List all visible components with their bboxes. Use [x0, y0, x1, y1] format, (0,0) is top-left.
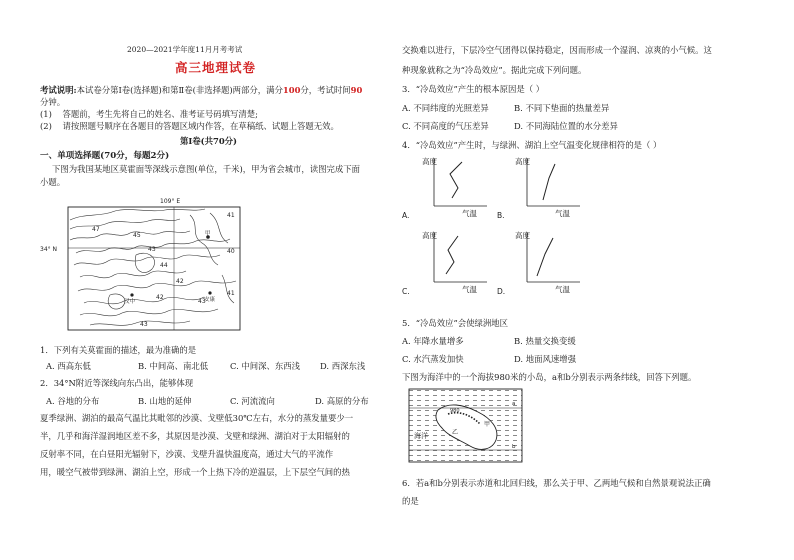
exam-year: 2020—2021学年度11月月考考试: [127, 45, 243, 54]
island-map: [408, 388, 523, 464]
q2-option-a: A. 谷地的分布: [46, 396, 100, 406]
q1-option-b: B. 中间高、南北低: [138, 361, 209, 371]
q4-stem: 4．“冷岛效应”产生时，与绿洲、湖泊上空气温变化规律相符的是（ ）: [402, 140, 662, 150]
latitude-a-label: a: [512, 401, 516, 407]
hanzhong-marker: [130, 293, 133, 296]
jia-label: 甲: [484, 421, 491, 428]
svg-text:B.: B.: [497, 211, 505, 220]
exam-time: 90: [350, 85, 363, 95]
svg-text:气温: 气温: [462, 209, 477, 218]
q5-option-b: B. 热量交换变缓: [514, 336, 576, 346]
svg-text:41: 41: [227, 290, 235, 297]
latitude-b-label: b: [512, 444, 516, 450]
svg-text:40: 40: [227, 248, 235, 255]
section1-intro-1: 下图为我国某地区莫霍面等深线示意图(单位，千米)，甲为省会城市，读图完成下面: [52, 164, 361, 174]
svg-text:高度: 高度: [515, 157, 530, 166]
svg-text:42: 42: [156, 294, 164, 301]
ankang-label: 安康: [204, 297, 216, 303]
passage-line-5: 交换难以进行，下层冷空气团得以保持稳定，因而形成一个湿润、凉爽的小气候。这: [402, 45, 712, 55]
notice-item-2: (2) 请按照题号顺序在各题目的答题区域内作答，在草稿纸、试题上答题无效。: [40, 121, 339, 131]
svg-text:高度: 高度: [422, 157, 437, 166]
passage-line-2: 半，几乎和海洋湿润地区差不多，其原因是沙漠、戈壁和绿洲、湖泊对于太阳辐射的: [40, 431, 350, 441]
q2-option-c: C. 河流流向: [230, 396, 275, 406]
full-score: 100: [282, 85, 301, 95]
notice-item-1: (1) 答题前，考生先将自己的姓名、准考证号码填写清楚;: [40, 109, 258, 119]
svg-text:气温: 气温: [555, 209, 570, 218]
notice-line-1: 考试说明:本试卷分第Ⅰ卷(选择题)和第Ⅱ卷(非选择题)两部分，满分100分，考试时间90: [40, 85, 363, 95]
q5-stem: 5．“冷岛效应”会使绿洲地区: [402, 318, 509, 328]
section1-heading: 一、单项选择题(70分，每题2分): [40, 151, 170, 161]
svg-text:气温: 气温: [555, 285, 570, 294]
lon-label: 109° E: [160, 198, 181, 205]
hanzhong-label: 汉中: [124, 299, 136, 305]
svg-text:43: 43: [140, 321, 148, 328]
svg-text:45: 45: [133, 232, 141, 239]
moho-contour-map: [40, 195, 250, 335]
notice-label: 考试说明:: [40, 85, 77, 95]
q1-option-a: A. 西高东低: [46, 361, 91, 371]
lat-label: 34° N: [40, 246, 58, 253]
q5-option-a: A. 年降水量增多: [402, 336, 464, 346]
svg-text:44: 44: [160, 262, 168, 269]
q3-option-d: D. 不同海陆位置的水分差异: [514, 121, 618, 131]
svg-text:41: 41: [227, 212, 235, 219]
exam-title: 高三地理试卷: [175, 60, 257, 75]
q4-graphs-right: [497, 150, 592, 300]
svg-text:A.: A.: [402, 211, 410, 220]
q2-option-d: D. 高原的分布: [315, 396, 369, 406]
q5-option-d: D. 地面风速增强: [514, 354, 576, 364]
notice-line-2: 分钟。: [40, 97, 66, 107]
q1-option-d: D. 西深东浅: [320, 361, 366, 371]
svg-text:高度: 高度: [515, 231, 530, 240]
section1-intro-2: 小题。: [40, 177, 66, 187]
q2-stem: 2．34°N附近等深线向东凸出，能够体现: [40, 378, 194, 388]
q1-stem: 1．下列有关莫霍面的描述，最为准确的是: [40, 345, 197, 355]
city-jia-label: 甲: [205, 231, 211, 237]
svg-text:高度: 高度: [422, 231, 437, 240]
q1-option-c: C. 中间深、东西浅: [230, 361, 301, 371]
part1-heading: 第Ⅰ卷(共70分): [180, 136, 237, 146]
svg-text:D.: D.: [497, 287, 506, 296]
q3-option-c: C. 不同高度的气压差异: [402, 121, 489, 131]
passage-line-3: 反射率不同，在白昼阳光辐射下，沙漠、戈壁升温快温度高，通过大气的平流作: [40, 449, 334, 459]
q4-graph-a: [402, 156, 487, 220]
map2-intro: 下图为海洋中的一个海拔980米的小岛，a和b分别表示两条纬线，回答下列题。: [402, 372, 697, 382]
svg-text:气温: 气温: [462, 285, 477, 294]
q3-option-b: B. 不同下垫面的热量差异: [514, 103, 610, 113]
passage-line-6: 种现象就称之为“冷岛效应”。据此完成下列问题。: [402, 65, 587, 75]
ankang-marker: [208, 291, 211, 294]
yi-label: 乙: [452, 429, 459, 436]
passage-line-4: 用，暖空气被带到绿洲、湖泊上空，形成一个上热下冷的逆温层，上下层空气间的热: [40, 467, 350, 477]
svg-text:47: 47: [92, 226, 100, 233]
svg-text:42: 42: [176, 278, 184, 285]
svg-text:43: 43: [148, 246, 156, 253]
q6-stem-1: 6．若a和b分别表示赤道和北回归线，那么关于甲、乙两地气候和自然景观说法正确: [402, 478, 711, 488]
q4-graph-d: [497, 230, 580, 296]
q4-graph-b: [497, 156, 580, 220]
q3-option-a: A. 不同纬度的光照差异: [402, 103, 489, 113]
q3-stem: 3．“冷岛效应”产生的根本原因是（ ）: [402, 84, 545, 94]
q5-option-c: C. 水汽蒸发加快: [402, 354, 464, 364]
q4-graph-c: [402, 230, 487, 296]
svg-text:C.: C.: [402, 287, 410, 296]
passage-line-1: 夏季绿洲、湖泊的最高气温比其毗邻的沙漠、戈壁低30℃左右，水分的蒸发量要少一: [40, 413, 354, 423]
q2-option-b: B. 山地的延伸: [138, 396, 192, 406]
elevation-label: 980: [450, 408, 460, 414]
q6-stem-2: 的是: [402, 496, 419, 506]
ocean-label: 海洋: [414, 432, 428, 440]
svg-text:43: 43: [198, 298, 206, 305]
